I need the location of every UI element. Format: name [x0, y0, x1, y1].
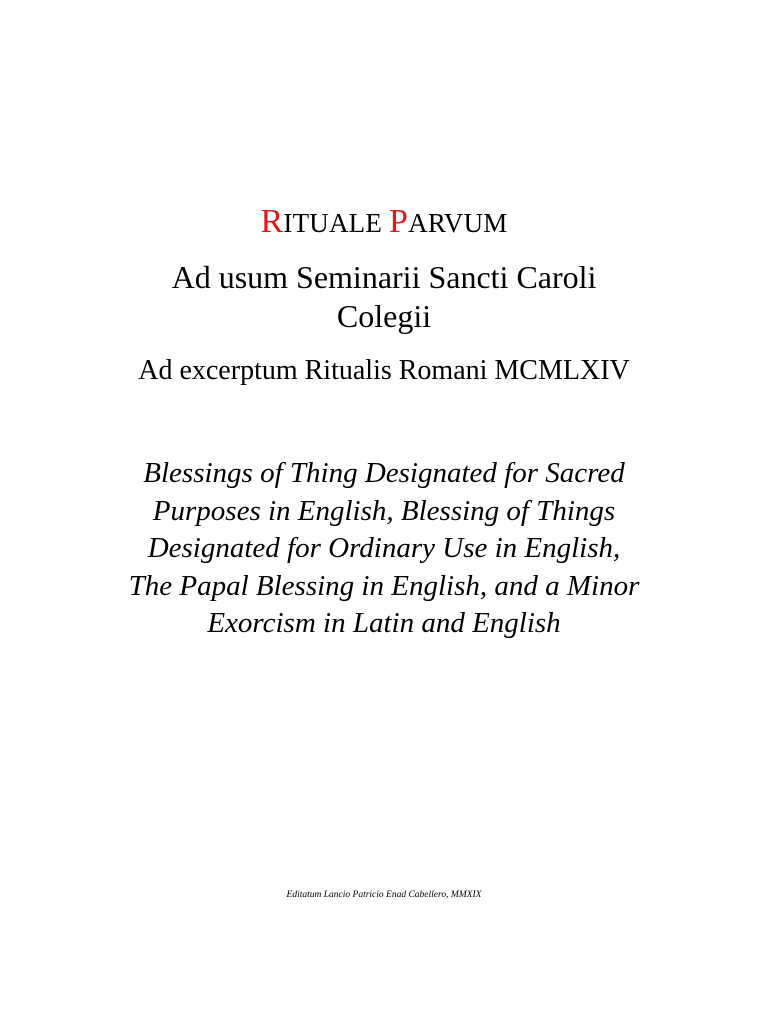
- document-subtitle: [60, 258, 708, 336]
- document-title: [0, 200, 768, 245]
- blessings-line-5: Exorcism in Latin and English: [207, 607, 561, 639]
- subtitle-line-2: Colegii: [336, 298, 432, 334]
- excerpt-line: Ad excerptum Ritualis Romani MCMLXIV: [138, 355, 630, 386]
- title-initial-r: R: [260, 203, 284, 240]
- blessings-line-4: The Papal Blessing in English, and a Minor: [128, 569, 640, 602]
- blessings-line-2: Purposes in English, Blessing of Things: [152, 494, 616, 527]
- blessings-description: [40, 455, 728, 643]
- editor-credit: Editatum Lancio Patricio Enad Cabellero, MMXIX: [286, 890, 482, 900]
- title-initial-p: P: [389, 203, 409, 240]
- blessings-line-3: Designated for Ordinary Use in English,: [147, 532, 621, 564]
- title-word-ituale: ITUALE: [283, 208, 383, 238]
- title-word-arvum: ARVUM: [408, 208, 508, 238]
- blessings-line-1: Blessings of Thing Designated for Sacred: [143, 457, 625, 489]
- subtitle-line-1: Ad usum Seminarii Sancti Caroli: [171, 259, 597, 295]
